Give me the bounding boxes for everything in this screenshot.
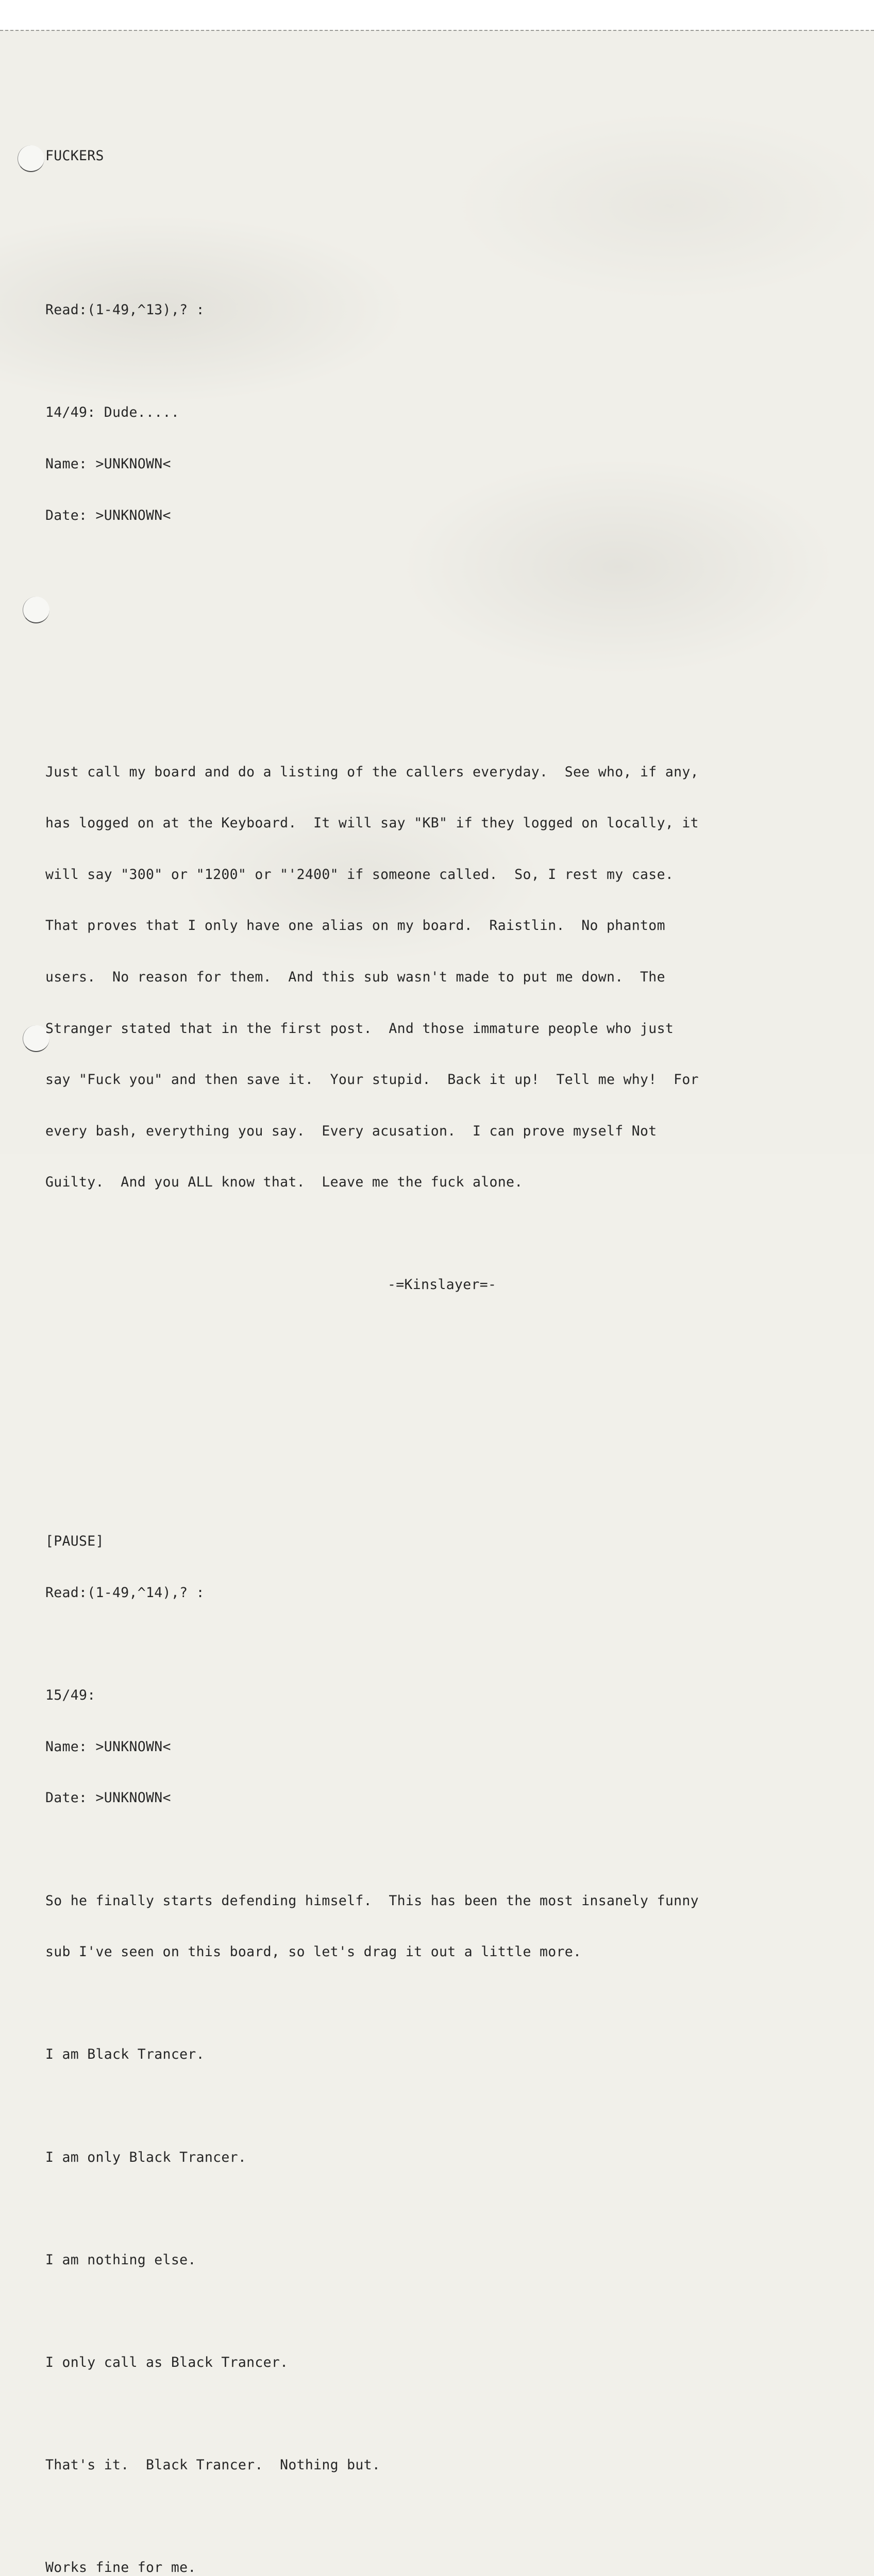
pause-marker: [PAUSE] xyxy=(45,1533,104,1550)
post-body-line: So he finally starts defending himself. This has been the most insanely funny xyxy=(45,1892,699,1909)
post-name: Name: >UNKNOWN< xyxy=(45,1738,171,1755)
post-body-line xyxy=(45,2405,865,2422)
post-body-line: That proves that I only have one alias on my board. Raistlin. No phantom xyxy=(45,918,665,934)
post-date: Date: >UNKNOWN< xyxy=(45,507,171,523)
post-body-line xyxy=(45,2097,865,2114)
perforation-line xyxy=(0,30,874,31)
scan-top-margin xyxy=(0,0,874,30)
read-prompt: Read:(1-49,^14),? : xyxy=(45,1585,205,1601)
post-body-line xyxy=(45,2200,865,2217)
post-number: 14/49: Dude..... xyxy=(45,404,180,421)
post-body-line xyxy=(45,2302,865,2319)
post-date: Date: >UNKNOWN< xyxy=(45,1790,171,1806)
post-body-line: every bash, everything you say. Every acusation. I can prove myself Not xyxy=(45,1123,657,1139)
post-body-line: Stranger stated that in the first post. And those immature people who just xyxy=(45,1020,674,1037)
post-body-line: Just call my board and do a listing of the callers everyday. See who, if any, xyxy=(45,764,699,780)
post-body-line xyxy=(45,2508,865,2525)
printout-text xyxy=(45,113,865,2576)
post-body-line: Works fine for me. xyxy=(45,2560,196,2576)
post-body-line xyxy=(45,1995,865,2012)
post-name: Name: >UNKNOWN< xyxy=(45,455,171,472)
post-body-line: I am only Black Trancer. xyxy=(45,2149,247,2165)
post-number: 15/49: xyxy=(45,1687,96,1704)
post-body-line: sub I've seen on this board, so let's drag it out a little more. xyxy=(45,1944,582,1960)
post-body-line: That's it. Black Trancer. Nothing but. xyxy=(45,2457,381,2473)
post-body-line: Guilty. And you ALL know that. Leave me the fuck alone. xyxy=(45,1174,523,1191)
post-body-line: users. No reason for them. And this sub wasn't made to put me down. The xyxy=(45,969,665,985)
post-body-line: I am nothing else. xyxy=(45,2251,196,2268)
post-body-line: say "Fuck you" and then save it. Your stupid. Back it up! Tell me why! For xyxy=(45,1072,699,1088)
post-signature: -=Kinslayer=- xyxy=(388,1277,497,1293)
read-prompt: Read:(1-49,^13),? : xyxy=(45,302,205,318)
tractor-feed-hole xyxy=(18,145,44,172)
board-header: FUCKERS xyxy=(45,148,104,164)
post-body-line: will say "300" or "1200" or "'2400" if someone called. So, I rest my case. xyxy=(45,866,674,883)
post-body-line: has logged on at the Keyboard. It will say "KB" if they logged on locally, it xyxy=(45,815,699,832)
post-body-line: I only call as Black Trancer. xyxy=(45,2354,289,2370)
post-body-line: I am Black Trancer. xyxy=(45,2046,205,2063)
